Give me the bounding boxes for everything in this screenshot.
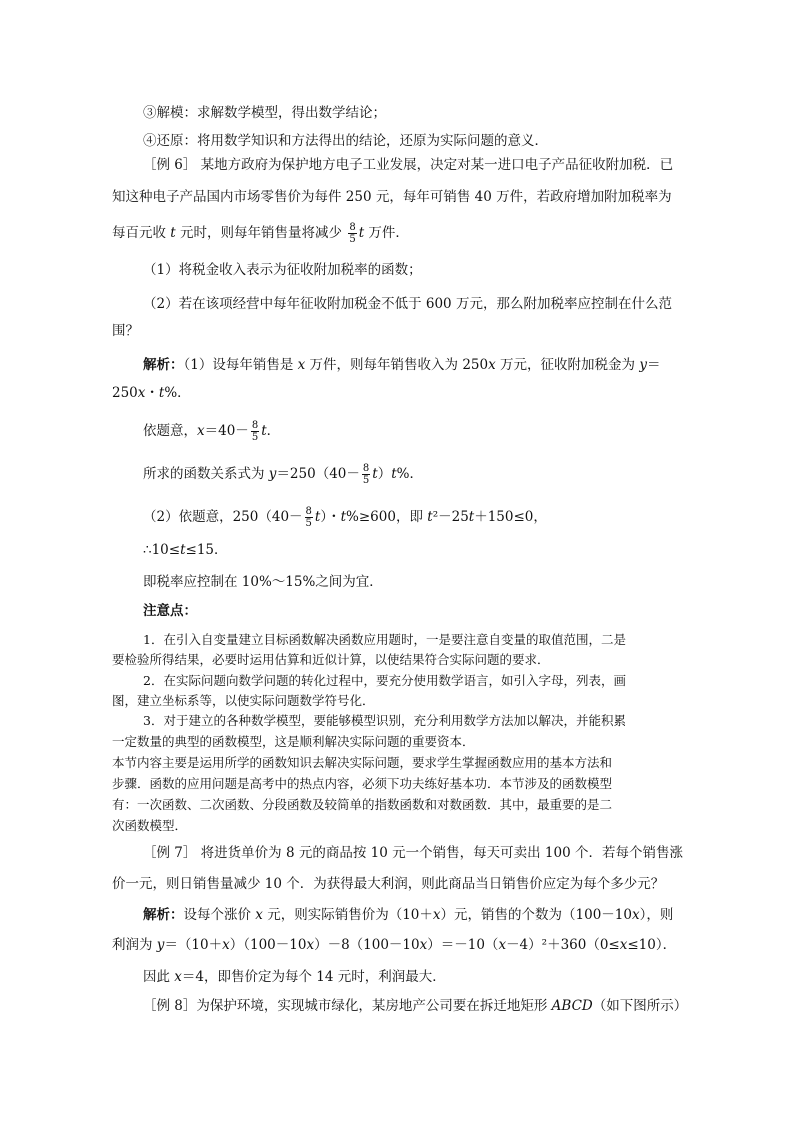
note-1-line2: 要检验所得结果，必要时运用估算和近似计算，以使结果符合实际问题的要求．: [112, 652, 550, 667]
solution6-line6: ∴10≤t≤15．: [143, 542, 228, 558]
summary-line3: 有：一次函数、二次函数、分段函数及较简单的指数函数和对数函数．其中，最重要的是二: [112, 797, 613, 812]
solution-label: 解析：: [143, 357, 184, 373]
example6-q1: （1）将税金收入表示为征收附加税率的函数；: [143, 262, 422, 278]
solution7-conclusion: 因此 x＝4，即售价定为每个 14 元时，利润最大．: [143, 969, 446, 985]
fraction-8-5: $\frac{8}{5}$: [305, 506, 312, 529]
summary-line1: 本节内容主要是运用所学的函数知识去解决实际问题，要求学生掌握函数应用的基本方法和: [112, 755, 613, 770]
note-3-line2: 一定数量的典型的函数模型，这是顺利解决实际问题的重要资本．: [112, 734, 475, 749]
example6-q2-line1: （2）若在该项经营中每年征收附加税金不低于 600 万元，那么附加税率应控制在什么范: [143, 296, 672, 312]
fraction-8-5: $\frac{8}{5}$: [251, 420, 259, 443]
example6-line2: 知这种电子产品国内市场零售价为每件 250 元，每年可销售 40 万件，若政府增加附加税率为: [112, 189, 672, 205]
example6-line1: ［例 6］ 某地方政府为保护地方电子工业发展，决定对某一进口电子产品征收附加税．已: [143, 157, 674, 173]
solution6-conclusion: 即税率应控制在 10%～15%之间为宜．: [143, 574, 383, 590]
solution6-line2: 250x・t%．: [112, 385, 191, 401]
step-3: ③解模：求解数学模型，得出数学结论；: [143, 105, 386, 121]
example8-line1: ［例 8］为保护环境，实现城市绿化，某房地产公司要在拆迁地矩形 ABCD（如下图所示）: [143, 998, 688, 1014]
solution6-line4: 所求的函数关系式为 y＝250（40－ $\frac{8}{5}$ t）t%．: [143, 463, 423, 486]
example7-line2: 价一元，则日销售量减少 10 个．为获得最大利润，则此商品当日销售价应定为每个多少元？: [112, 876, 665, 892]
solution6-line1: 解析：（1）设每年销售是 x 万件，则每年销售收入为 250x 万元，征收附加税金为 y＝: [143, 357, 661, 373]
example7-line1: ［例 7］ 将进货单价为 8 元的商品按 10 元一个销售，每天可卖出 100 个．若每个销售涨: [143, 845, 683, 861]
example6-q2-line2: 围？: [112, 323, 139, 339]
fraction-8-5: $\frac{8}{5}$: [362, 463, 370, 486]
solution6-line3: 依题意，x＝40－ $\frac{8}{5}$ t．: [143, 420, 281, 443]
solution-label: 解析：: [143, 907, 184, 923]
step-4: ④还原：将用数学知识和方法得出的结论，还原为实际问题的意义．: [143, 133, 548, 149]
note-2-line2: 图，建立坐标系等，以使实际问题数学符号化．: [112, 693, 375, 708]
summary-line4: 次函数模型．: [112, 818, 188, 833]
note-3-line1: 3．对于建立的各种数学模型，要能够模型识别，充分利用数学方法加以解决，并能积累: [143, 713, 626, 728]
solution7-line1: 解析：设每个涨价 x 元，则实际销售价为（10＋x）元，销售的个数为（100－10x），则: [143, 907, 674, 923]
summary-line2: 步骤．函数的应用问题是高考中的热点内容，必须下功夫练好基本功．本节涉及的函数模型: [112, 776, 613, 791]
fraction-8-5: $\frac{8}{5}$: [349, 222, 356, 245]
note-2-line1: 2．在实际问题向数学问题的转化过程中，要充分使用数学语言，如引入字母，列表，画: [143, 673, 626, 688]
note-1-line1: 1．在引入自变量建立目标函数解决函数应用题时，一是要注意自变量的取值范围，二是: [143, 632, 626, 647]
solution6-line5: （2）依题意，250（40－ $\frac{8}{5}$ t）・t%≥600，即 t²－25t＋150≤0，: [143, 506, 547, 529]
notes-title: 注意点：: [143, 603, 197, 619]
example6-line3: 每百元收 t 元时，则每年销售量将减少 $\frac{8}{5}$ t 万件．: [112, 222, 409, 245]
solution7-line2: 利润为 y＝（10＋x）（100－10x）－8（100－10x）＝－10（x－4）²＋360（0≤x≤10）．: [112, 937, 677, 953]
